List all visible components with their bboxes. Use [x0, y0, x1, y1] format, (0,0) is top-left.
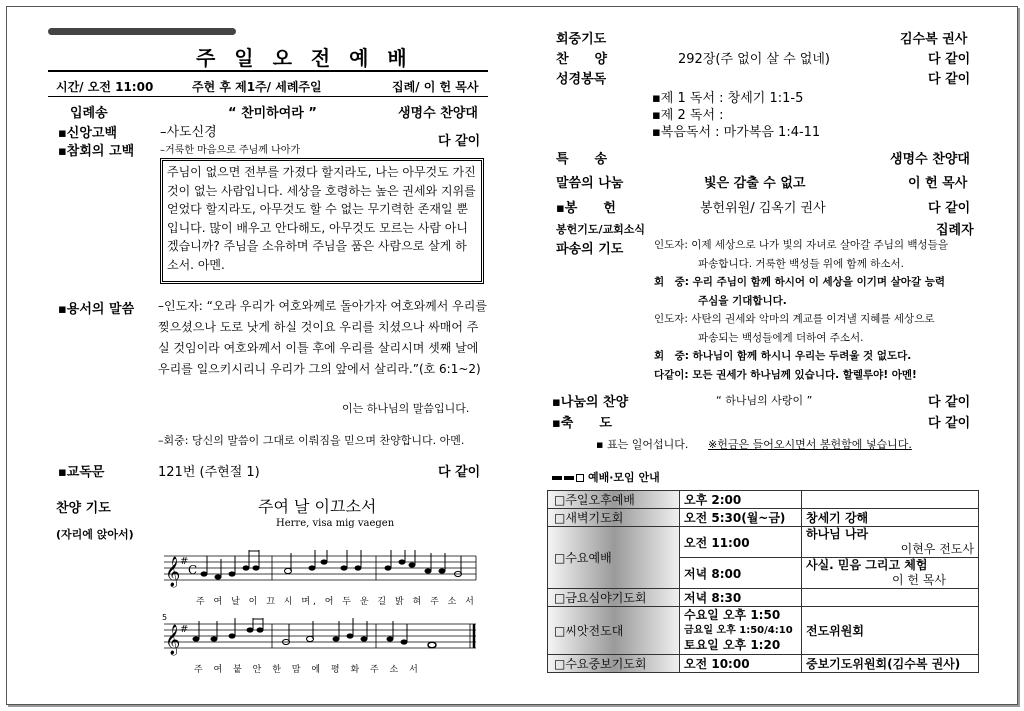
- hymn-by: 다 같이: [928, 52, 971, 67]
- reading-second: ▪제 2 독서 :: [652, 108, 724, 123]
- table-cell: 저녁 8:00: [680, 558, 802, 589]
- prayer-label: 회중기도: [556, 32, 607, 47]
- table-cell: 저녁 8:30: [680, 589, 802, 607]
- table-cell: 오전 5:30(월~금): [680, 509, 802, 527]
- table-cell: 중보기도위원회(김수복 권사): [802, 655, 979, 673]
- table-cell: 오전 11:00: [680, 527, 802, 558]
- cell-line: 금요일 오후 1:50/4:10: [684, 625, 793, 636]
- table-row: [548, 491, 979, 509]
- sending-label: 파송의 기도: [556, 242, 624, 257]
- heading-marker-icon: [552, 476, 562, 480]
- schedule-heading-text: 예배·모임 안내: [588, 471, 660, 484]
- decorative-bar: [48, 28, 236, 35]
- creed-text: –사도신경: [160, 125, 217, 140]
- responsive-label: ▪교독문: [58, 465, 105, 480]
- sermon-preacher: 이 헌 목사: [908, 176, 968, 191]
- table-cell: [802, 491, 979, 509]
- cell-title: 하나님 나라: [806, 527, 869, 541]
- header-rule: [48, 96, 488, 97]
- music-staff: [160, 550, 480, 590]
- table-cell: 오후 2:00: [680, 491, 802, 509]
- congregation-response: –회중: 당신의 말씀이 그대로 이뤄짐을 믿으며 찬양합니다. 아멘.: [158, 434, 465, 447]
- table-cell: □수요예배: [548, 527, 680, 589]
- announcement-by: 집례자: [936, 223, 974, 238]
- liturgy-line: 주심을 기대합니다.: [698, 294, 787, 307]
- service-leader: 집례/ 이 헌 목사: [392, 80, 479, 94]
- special-song-by: 생명수 찬양대: [890, 152, 970, 167]
- liturgy-line: 회 중: 우리 주님이 함께 하시어 이 세상을 이기며 살아갈 능력: [654, 276, 946, 288]
- svg-text:#: #: [180, 624, 189, 635]
- cell-leader: 이현우 전도사: [900, 542, 974, 556]
- prayer-by: 김수복 권사: [900, 32, 968, 47]
- title-rule: [48, 70, 488, 72]
- liturgy-line: 인도자: 이제 세상으로 나가 빛의 자녀로 살아갈 주님의 백성들을: [654, 239, 948, 251]
- table-cell: [680, 607, 802, 655]
- svg-text:𝄞: 𝄞: [165, 625, 181, 655]
- confession-box: 주님이 없으면 전부를 가졌다 할지라도, 나는 아무것도 가진 것이 없는 사람입니다. 세상을 호령하는 높은 권세와 지위를 얻었다 할지라도, 아무것도 할 수 없는 무기력한 존재일 뿐입니다. 많이 배우고 안다해도, 아무것도 모르는 사람 아니겠습니까? 주님을 소유하며 주님을 품은 사람으로 살게 하소서. 아멘.: [160, 158, 484, 284]
- cell-leader: 이 헌 목사: [892, 573, 946, 587]
- entrance-by: 생명수 찬양대: [398, 106, 478, 121]
- table-cell: [802, 527, 979, 558]
- schedule-heading: [552, 469, 660, 485]
- together-label: 다 같이: [438, 465, 481, 480]
- song-title: 주여 날 이끄소서: [258, 497, 377, 516]
- liturgy-line: 파송되는 백성들에게 더하여 주소서.: [698, 331, 864, 344]
- svg-text:𝄞: 𝄞: [165, 557, 181, 587]
- sharing-song-title: “ 하나님의 사랑이 ”: [716, 394, 813, 407]
- table-row: [548, 509, 979, 527]
- table-cell: 창세기 강해: [802, 509, 979, 527]
- creed-label: ▪신앙고백: [58, 126, 118, 141]
- liturgy-line: 다같이: 모든 권세가 하나님께 있습니다. 할렐루야! 아멘!: [654, 368, 917, 381]
- schedule-table: [547, 490, 979, 673]
- table-cell: □금요심야기도회: [548, 589, 680, 607]
- svg-text:C: C: [188, 563, 198, 577]
- word-of-god: 이는 하나님의 말씀입니다.: [342, 402, 470, 415]
- table-cell: □주일오후예배: [548, 491, 680, 509]
- pardon-text: –인도자: “오라 우리가 여호와께로 돌아가자 여호와께서 우리를 찢으셨으나 도로 낫게 하실 것이요 우리를 치셨으나 싸매어 주실 것임이라 여호와께서 이틀 후에 우리를 살리시며 셋째 날에 우리를 일으키시리니 우리가 그의 앞에서 살리라.”(호 6:1~2): [158, 299, 487, 376]
- page-title: 주 일 오 전 예 배: [196, 46, 413, 70]
- together-label: 다 같이: [438, 134, 481, 149]
- cell-line: 수요일 오후 1:50: [684, 608, 781, 622]
- offering-text: 봉헌위원/ 김옥기 권사: [700, 201, 826, 216]
- stand-note: ▪ 표는 일어섭니다.: [596, 438, 689, 451]
- blessing-by: 다 같이: [928, 416, 971, 431]
- blessing-label: ▪축 도: [552, 416, 612, 431]
- reading-first: ▪제 1 독서 : 창세기 1:1-5: [652, 91, 804, 106]
- prayer-song-subtitle: (자리에 앉아서): [56, 528, 134, 541]
- entrance-label: 입례송: [70, 106, 108, 121]
- sharing-song-by: 다 같이: [928, 395, 971, 410]
- table-row: [548, 527, 979, 558]
- cell-title: 사실. 믿음 그리고 체험: [806, 558, 928, 572]
- table-cell: [802, 558, 979, 589]
- offering-note: ※헌금은 들어오시면서 봉헌함에 넣습니다.: [708, 438, 912, 451]
- sermon-title: 빛은 감출 수 없고: [704, 176, 806, 191]
- liturgy-line: 회 중: 하나님이 함께 하시니 우리는 두려울 것 없도다.: [654, 350, 912, 362]
- reading-gospel: ▪복음독서 : 마가복음 1:4-11: [652, 125, 821, 140]
- pardon-label: ▪용서의 말씀: [58, 302, 135, 317]
- table-cell: □씨앗전도대: [548, 607, 680, 655]
- svg-text:#: #: [180, 556, 189, 567]
- reading-by: 다 같이: [928, 72, 971, 87]
- table-row: [548, 655, 979, 673]
- lyrics-line: 주 여 붙 안 한 맘 에 평 화 주 소 서: [194, 665, 422, 675]
- hymn-text: 292장(주 없이 살 수 없네): [678, 52, 830, 67]
- liturgy-line: 인도자: 사탄의 권세와 악마의 계교를 이겨낼 지혜를 세상으로: [654, 313, 935, 325]
- music-staff: [160, 618, 480, 658]
- table-cell: 전도위원회: [802, 607, 979, 655]
- reading-label: 성경봉독: [556, 72, 607, 87]
- hymn-label: 찬 양: [556, 52, 608, 67]
- confession-label: ▪참회의 고백: [58, 144, 135, 159]
- table-cell: □수요중보기도회: [548, 655, 680, 673]
- entrance-song: “ 찬미하여라 ”: [228, 106, 317, 121]
- table-row: [548, 607, 979, 655]
- offering-by: 다 같이: [928, 201, 971, 216]
- offering-label: ▪봉 헌: [556, 201, 616, 216]
- special-song-label: 특 송: [556, 152, 608, 167]
- table-row: [548, 589, 979, 607]
- service-time: 시간/ 오전 11:00: [56, 80, 154, 94]
- sermon-label: 말씀의 나눔: [556, 176, 624, 191]
- song-subtitle: Herre, visa mig vaegen: [276, 518, 395, 529]
- heading-marker-icon: [564, 476, 574, 480]
- liturgy-line: 파송합니다. 거룩한 백성들 위에 함께 하소서.: [698, 257, 904, 270]
- service-week: 주현 후 제1주/ 세례주일: [192, 80, 322, 94]
- responsive-text: 121번 (주현절 1): [158, 465, 260, 480]
- measure-number: 5: [162, 613, 168, 622]
- table-cell: 오전 10:00: [680, 655, 802, 673]
- sending-prayer: [654, 236, 948, 384]
- cell-line: 토요일 오후 1:20: [684, 638, 781, 652]
- heading-marker-icon: [576, 474, 584, 482]
- lyrics-line: 주 여 날 이 끄 시 며, 어 두 운 길 밝 혀 주 소 서: [196, 597, 477, 607]
- table-cell: □새벽기도회: [548, 509, 680, 527]
- confession-subtitle: –거룩한 마음으로 주님께 나아가: [160, 145, 301, 156]
- announcement-label: 봉헌기도/교회소식: [556, 223, 646, 236]
- prayer-song-label: 찬양 기도: [56, 501, 111, 516]
- sharing-song-label: ▪나눔의 찬양: [552, 395, 629, 410]
- table-cell: [802, 589, 979, 607]
